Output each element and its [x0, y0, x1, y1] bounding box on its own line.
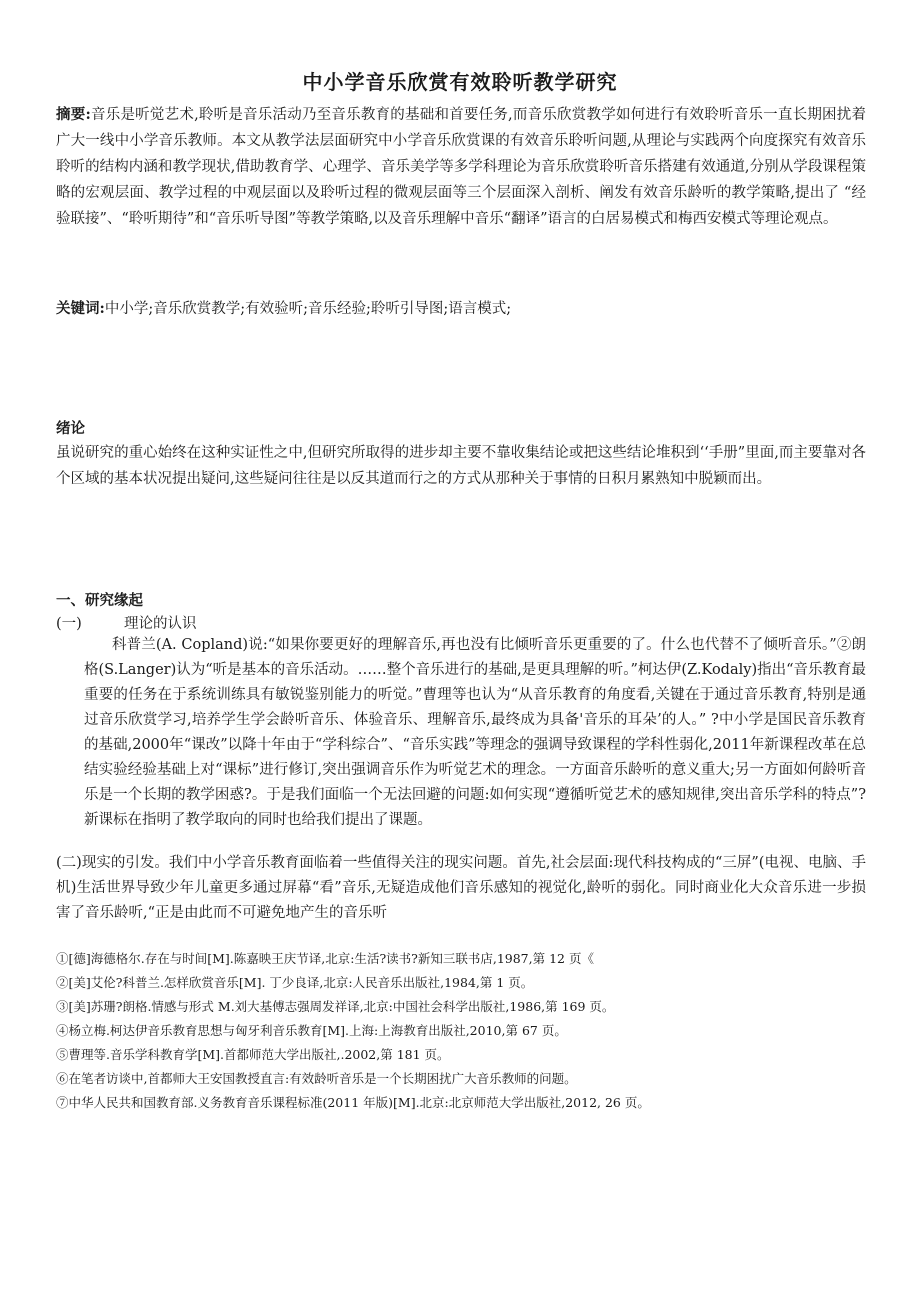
footnote: ②[美]艾伦?科普兰.怎样欣赏音乐[M]. 丁少良译,北京:人民音乐出版社,1984,第 1 页。 [56, 975, 534, 990]
keywords-text: 中小学;音乐欣赏教学;有效验听;音乐经验;聆听引导图;语言模式; [104, 301, 512, 317]
section-heading: 一、研究缘起 [56, 592, 143, 609]
footnote: ①[德]海德格尔.存在与时间[M].陈嘉映王庆节译,北京:生活?读书?新知三联书店,1987,第 12 页《 [56, 951, 594, 966]
subsection-number: (一) [56, 616, 82, 632]
reality-paragraph: (二)现实的引发。我们中小学音乐教育面临着一些值得关注的现实问题。首先,社会层面:现代科技构成的“三屏”(电视、电脑、手机)生活世界导致少年儿童更多通过屏幕“看”音乐,无疑造成他们音乐感知的视觉化,龄听的弱化。同时商业化大众音乐进一步损害了音乐龄听,“正是由此而不可避免地产生的音乐听 [56, 855, 866, 921]
intro-heading: 绪论 [56, 420, 85, 437]
keywords-label: 关键词: [56, 300, 105, 317]
footnote: ⑦中华人民共和国教育部.义务教育音乐课程标准(2011 年版)[M].北京:北京师范大学出版社,2012, 26 页。 [56, 1095, 650, 1110]
abstract-label: 摘要: [56, 106, 91, 123]
abstract-paragraph [56, 102, 866, 232]
footnote: ④杨立梅.柯达伊音乐教育思想与匈牙利音乐教育[M].上海:上海教育出版社,2010,第 67 页。 [56, 1023, 567, 1038]
footnote: ③[美]苏珊?朗格.情感与形式 M.刘大基傅志强周发祥译,北京:中国社会科学出版社,1986,第 169 页。 [56, 999, 615, 1014]
abstract-text: 音乐是听觉艺术,聆听是音乐活动乃至音乐教育的基础和首要任务,而音乐欣赏教学如何进行有效聆听音乐一直长期困扰着广大一线中小学音乐教师。本文从教学法层面研究中小学音乐欣赏课的有效音乐聆听问题,从理论与实践两个向度探究有效音乐聆听的结构内涵和教学现状,借助教育学、心理学、音乐美学等多学科理论为音乐欣赏聆听音乐搭建有效通道,分别从学段课程策略的宏观层面、教学过程的中观层面以及聆听过程的微观层面等三个层面深入剖析、阐发有效音乐龄听的教学策略,提出了 “经验联接”、“聆听期待”和“音乐听导图”等教学策略,以及音乐理解中音乐“翻译”语言的白居易模式和梅西安模式等理论观点。 [56, 107, 866, 227]
footnote: ⑤曹理等.音乐学科教育学[M].首都师范大学出版社,.2002,第 181 页。 [56, 1047, 450, 1062]
subsection-title: 理论的认识 [124, 616, 197, 632]
intro-paragraph: 虽说研究的重心始终在这种实证性之中,但研究所取得的进步却主要不靠收集结论或把这些结论堆积到‘‘手册”里面,而主要靠对各个区域的基本状况提出疑问,这些疑问往往是以反其道而行之的方式从那种关于事情的日积月累熟知中脱颖而出。 [56, 445, 866, 487]
theory-paragraph: 科普兰(A. Copland)说:“如果你要更好的理解音乐,再也没有比倾听音乐更重要的了。什么也代替不了倾听音乐。”②朗格(S.Langer)认为“听是基本的音乐活动。……整个音乐进行的基础,是更具理解的听。”柯达伊(Z.Kodaly)指出“音乐教育最重要的任务在于系统训练具有敏锐鉴别能力的听觉。”曹理等也认为“从音乐教育的角度看,关键在于通过音乐教育,特别是通过音乐欣赏学习,培养学生学会龄听音乐、体验音乐、理解音乐,最终成为具备'音乐的耳朵’的人。” ?中小学是国民音乐教育的基础,2000年“课改”以降十年由于“学科综合”、“音乐实践”等理念的强调导致课程的学科性弱化,2011年新课程改革在总结实验经验基础上对“课标”进行修订,突出强调音乐作为听觉艺术的理念。一方面音乐龄听的意义重大;另一方面如何龄听音乐是一个长期的教学困惑?。于是我们面临一个无法回避的问题:如何实现“遵循听觉艺术的感知规律,突出音乐学科的特点”?新课标在指明了教学取向的同时也给我们提出了课题。 [84, 637, 867, 828]
page-title: 中小学音乐欣赏有效聆听教学研究 [302, 70, 618, 94]
footnotes [56, 947, 876, 1115]
keywords-paragraph [56, 296, 866, 322]
footnote: ⑥在笔者访谈中,首都师大王安国教授直言:有效龄听音乐是一个长期困扰广大音乐教师的问题。 [56, 1071, 577, 1086]
